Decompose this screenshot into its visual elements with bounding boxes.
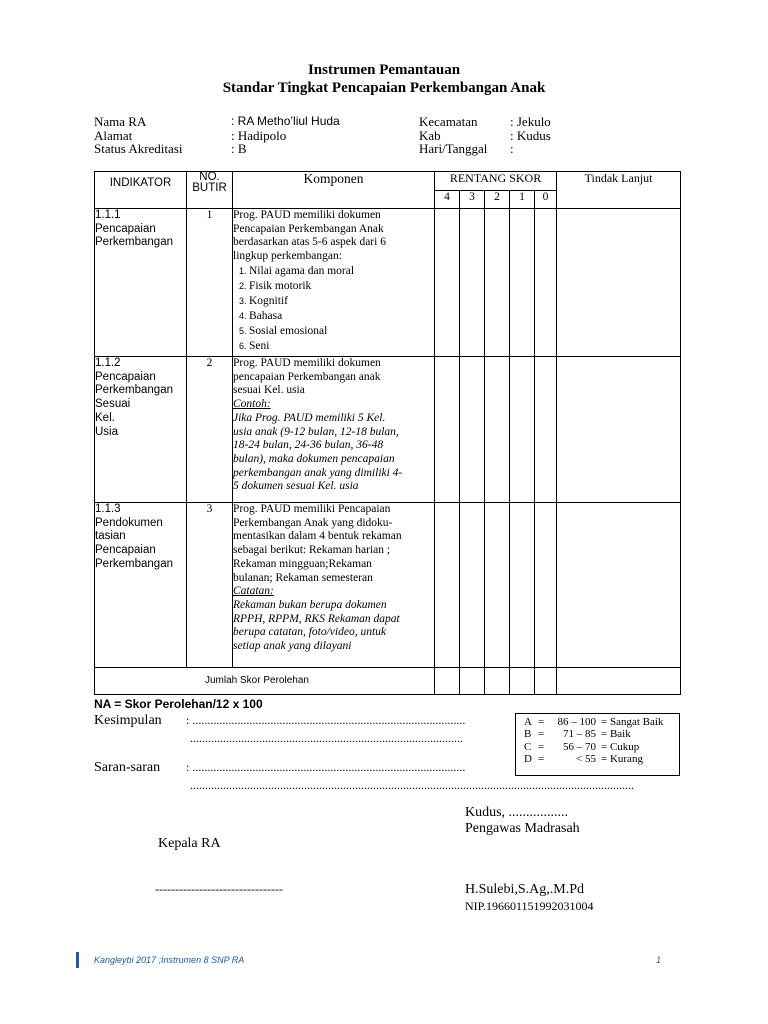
butir-number: 3 [187,503,233,668]
aspek-list [233,264,434,354]
score-cell[interactable] [435,357,460,503]
score-cell[interactable] [460,503,485,668]
table-row [95,357,681,503]
indikator-cell [95,503,187,668]
score-cell[interactable] [535,357,557,503]
grade-row [524,716,679,728]
nama-label: Nama RA [94,114,147,129]
pengawas-nip: NIP.196601151992031004 [465,899,594,913]
score-cell[interactable] [435,503,460,668]
komponen-line: Prog. PAUD memiliki dokumen [233,357,381,369]
indikator-line: Kel. [95,411,115,424]
kecamatan-label: Kecamatan [419,114,478,129]
grade-eq: = [538,740,545,753]
info-left-values [231,115,340,156]
contoh-line: usia anak (9-12 bulan, 12-18 bulan, [233,425,399,438]
list-item: 5. Sosial emosional [249,324,434,339]
score-cell[interactable] [510,503,535,668]
score-cell[interactable] [485,357,510,503]
header-no-butir [187,172,233,209]
komponen-line: sebagai berikut: Rekaman harian ; [233,544,391,557]
kesimpulan-dots-1[interactable]: : ........................................................................................... [186,713,466,727]
komponen-line: berdasarkan atas 5-6 aspek dari 6 [233,236,386,249]
jumlah-row [95,668,681,695]
score-cell[interactable] [435,209,460,357]
indikator-cell [95,209,187,357]
score-cell[interactable] [510,357,535,503]
nama-value: : RA Metho’liul Huda [231,114,340,128]
kesimpulan-dots-2[interactable]: ........................................................................................... [190,731,463,745]
score-cell[interactable] [460,209,485,357]
saran-dots-2[interactable]: .................................................................................................................................................... [190,778,634,792]
grade-eq: = [538,752,545,765]
jumlah-label: Jumlah Skor Perolehan [95,668,435,695]
grade-range: 71 – 85 [563,728,596,741]
komponen-line: Prog. PAUD memiliki Pencapaian [233,503,391,515]
header-no: NO. [199,171,220,183]
indikator-line: Pencapaian [95,222,156,235]
list-item: 6. Seni [249,339,434,354]
pengawas-name: H.Sulebi,S.Ag,.M.Pd [465,882,585,897]
score-4: 4 [435,191,460,209]
hari-label: Hari/Tanggal [419,141,488,156]
komponen-cell [233,503,435,668]
tindak-lanjut-cell[interactable] [557,357,681,503]
alamat-label: Alamat [94,127,133,143]
info-right-labels [419,115,487,156]
score-1: 1 [510,191,535,209]
contoh-label: Contoh: [233,398,271,411]
page-number: 1 [656,955,662,965]
table-row [95,209,681,357]
score-cell[interactable] [535,503,557,668]
catatan-line: Rekaman bukan berupa dokumen [233,598,387,611]
indikator-line: Perkembangan [95,236,173,249]
header-tindak-lanjut: Tindak Lanjut [557,172,681,209]
jumlah-score-cell[interactable] [485,668,510,695]
tindak-lanjut-cell[interactable] [557,503,681,668]
saran-label: Saran-saran [94,760,161,775]
score-0: 0 [535,191,557,209]
list-item: 1. Nilai agama dan moral [249,264,434,279]
score-cell[interactable] [460,357,485,503]
score-cell[interactable] [510,209,535,357]
indikator-line: tasian Pencapaian [95,530,156,557]
catatan-line: setiap anak yang dilayani [233,640,352,653]
grade-letter: A [524,716,532,728]
kecamatan-value: : Jekulo [510,114,551,129]
kudus-date: Kudus, ................. [465,805,569,820]
instrument-table [94,171,681,695]
status-label: Status Akreditasi [94,141,183,156]
info-right-values [510,115,551,156]
komponen-line: lingkup perkembangan: [233,250,342,263]
score-3: 3 [460,191,485,209]
pengawas-title: Pengawas Madrasah [465,821,580,836]
grade-range: 56 – 70 [563,740,596,753]
indikator-line: Perkembangan [95,557,173,570]
komponen-line: Perkembangan Anak yang didoku- [233,516,393,529]
butir-number: 2 [187,357,233,503]
kepala-title: Kepala RA [158,836,221,851]
komponen-line: Pencapaian Perkembangan Anak [233,222,384,235]
na-formula: NA = Skor Perolehan/12 x 100 [94,697,263,711]
kesimpulan-label: Kesimpulan [94,713,162,728]
grade-legend-box [515,713,680,776]
jumlah-tindak-cell[interactable] [557,668,681,695]
header-rentang-skor: RENTANG SKOR [435,172,557,191]
document-title: Instrumen Pemantauan [307,62,461,78]
grade-eq: = [538,716,545,728]
indikator-line: Usia [95,425,119,438]
grade-desc: = Baik [601,728,631,741]
contoh-line: bulan), maka dokumen pencapaian [233,452,395,465]
grade-eq: = [538,728,545,741]
grade-desc: = Kurang [601,752,643,765]
indikator-line: Pencapaian [95,370,156,383]
status-value: : B [231,141,247,156]
score-cell[interactable] [535,209,557,357]
score-cell[interactable] [485,209,510,357]
contoh-line: 18-24 bulan, 24-36 bulan, 36-48 [233,439,384,452]
komponen-line: mentasikan dalam 4 bentuk rekaman [233,530,402,543]
indikator-line: Sesuai [95,398,131,411]
catatan-line: berupa catatan, foto/video, untuk [233,626,386,639]
komponen-line: bulanan; Rekaman semesteran [233,571,373,584]
info-left-labels [94,115,182,156]
jumlah-score-cell[interactable] [535,668,557,695]
indikator-code: 1.1.1 [95,209,121,221]
grade-letter: D [524,752,532,765]
komponen-line: sesuai Kel. usia [233,384,305,397]
kab-value: : Kudus [510,127,551,143]
grade-desc: = Sangat Baik [601,716,664,728]
header-komponen: Komponen [233,172,435,209]
list-item: 3. Kognitif [249,294,434,309]
indikator-code: 1.1.2 [95,357,121,369]
indikator-cell [95,357,187,503]
catatan-line: RPPH, RPPM, RKS Rekaman dapat [233,612,400,625]
contoh-line: perkembangan anak yang dimiliki 4- [233,466,403,479]
jumlah-score-cell[interactable] [510,668,535,695]
table-row [95,503,681,668]
grade-letter: B [524,728,532,741]
kab-label: Kab [419,127,441,143]
butir-number: 1 [187,209,233,357]
footer-text: Kangleybi 2017 ;Instrumen 8 SNP RA [94,955,245,965]
indikator-line: Pendokumen [95,516,163,529]
komponen-line: pencapaian Perkembangan anak [233,370,381,383]
komponen-line: Prog. PAUD memiliki dokumen [233,209,381,221]
grade-row [524,753,679,765]
komponen-line: Rekaman mingguan;Rekaman [233,557,372,570]
header-butir: BUTIR [192,182,227,194]
tindak-lanjut-cell[interactable] [557,209,681,357]
komponen-cell [233,357,435,503]
jumlah-score-cell[interactable] [460,668,485,695]
komponen-cell [233,209,435,357]
kepala-signature-line: -------------------------------- [155,882,283,896]
list-item: 2. Fisik motorik [249,279,434,294]
contoh-line: Jika Prog. PAUD memiliki 5 Kel. [233,411,386,424]
header-indikator: INDIKATOR [95,172,187,209]
grade-row [524,741,679,753]
score-2: 2 [485,191,510,209]
list-item: 4. Bahasa [249,309,434,324]
hari-value: : [510,141,514,156]
score-cell[interactable] [485,503,510,668]
alamat-value: : Hadipolo [231,127,287,143]
table-header-row [95,172,681,191]
saran-dots-1[interactable]: : ........................................................................................... [186,760,466,774]
catatan-label: Catatan: [233,585,274,598]
grade-range: 86 – 100 [557,716,596,728]
grade-letter: C [524,740,532,753]
footer-accent-bar [76,952,79,968]
grade-desc: = Cukup [601,740,640,753]
grade-row [524,728,679,740]
contoh-line: 5 dokumen sesuai Kel. usia [233,480,359,493]
grade-range: < 55 [576,752,596,765]
jumlah-score-cell[interactable] [435,668,460,695]
indikator-code: 1.1.3 [95,503,121,515]
indikator-line: Perkembangan [95,384,173,397]
document-subtitle: Standar Tingkat Pencapaian Perkembangan Anak [222,80,546,96]
